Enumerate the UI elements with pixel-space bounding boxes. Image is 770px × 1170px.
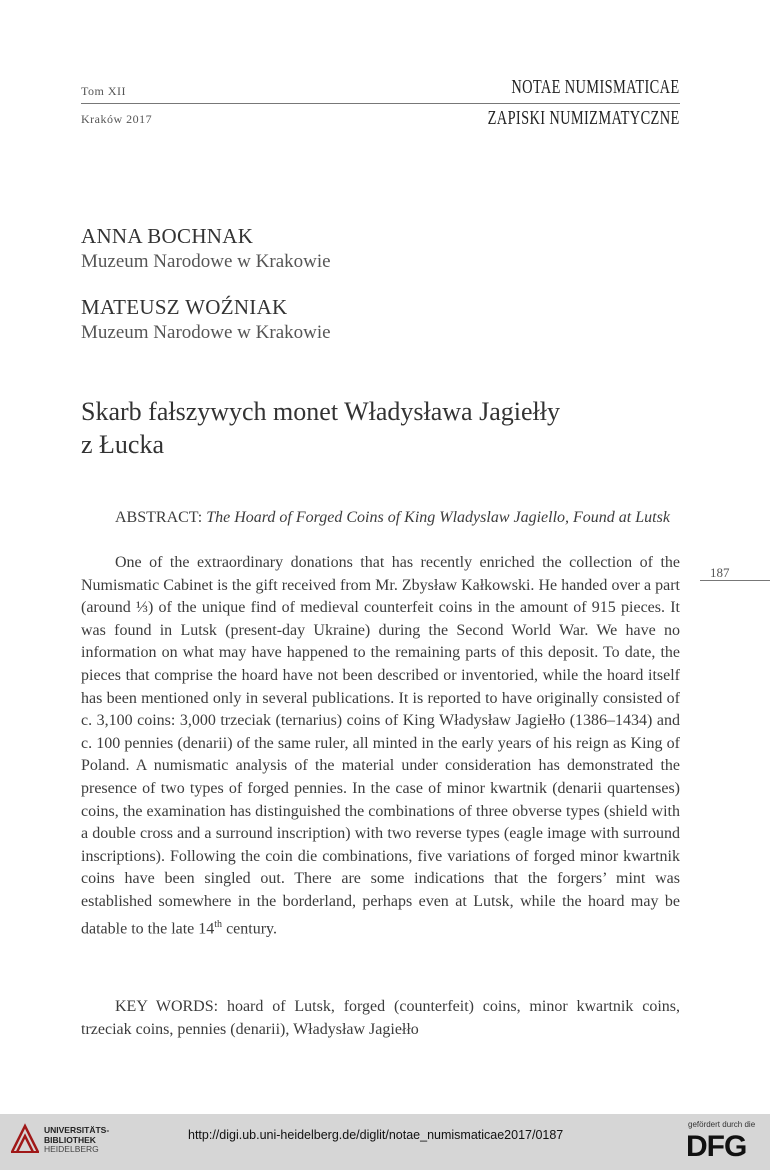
author-affiliation: Muzeum Narodowe w Krakowie — [81, 251, 331, 272]
library-name-line2: BIBLIOTHEK — [44, 1134, 96, 1145]
place-year-label: Kraków 2017 — [81, 112, 153, 126]
article-title — [81, 395, 681, 461]
journal-title-latin: NOTAE NUMISMATICAE — [511, 76, 680, 98]
volume-label: Tom XII — [81, 84, 126, 98]
keywords-list: hoard of Lutsk, forged (counterfeit) coins, minor kwartnik coins, trzeciak coins, pennies (denarii), Władysław Jagiełło — [81, 998, 681, 1038]
dfg-logo: DFG — [686, 1130, 747, 1163]
funder-note: gefördert durch die — [688, 1120, 756, 1129]
author-name: MATEUSZ WOŹNIAK — [81, 295, 288, 319]
abstract-body-superscript: th — [214, 918, 223, 930]
library-name-line3: HEIDELBERG — [44, 1144, 99, 1154]
author-affiliation: Muzeum Narodowe w Krakowie — [81, 322, 331, 343]
source-url-link[interactable]: http://digi.ub.uni-heidelberg.de/diglit/notae_numismaticae2017/0187 — [188, 1128, 564, 1142]
keywords-paragraph — [81, 996, 680, 1041]
article-title-line1: Skarb fałszywych monet Władysława Jagiełły — [81, 397, 560, 426]
abstract-label: ABSTRACT: — [115, 509, 203, 526]
abstract-body-text: One of the extraordinary donations that has recently enriched the collection of the Numismatic Cabinet is the gift received from Mr. Zbysław Kałkowski. He handed over a part (around ⅓) of the unique find of medieval counterfeit coins in the amount of 915 pieces. It was found in Lutsk (present-day Ukraine) during the Second World War. We have no information on what may have happened to the remaining parts of this deposit. To date, the pieces that comprise the hoard have not been described or inventoried, while the hoard itself has been mentioned only in several publications. It is reported to have originally consisted of c. 3,100 coins: 3,000 trzeciak (ternarius) coins of King Władysław Jagiełło (1386–1434) and c. 100 pennies (denarii) of the same ruler, all minted in the early years of his reign as King of Poland. A numismatic analysis of the material under consideration has demonstrated the presence of two types of forged pennies. In the case of minor kwartnik (denarii quartenses) coins, the examination has distinguished the combinations of three obverse types (shield with a double cross and a surround inscription) with two reverse types (eagle image with surround inscriptions). Following the coin die combinations, five variations of forged minor kwartnik coins have been singled out. There are some indications that the forgers’ mint was established somewhere in the borderland, perhaps even at Lutsk, while the hoard may be datable to the late 14 — [81, 554, 680, 937]
article-title-line2: z Łucka — [81, 430, 165, 459]
library-logo-icon — [8, 1122, 42, 1156]
header-rule — [81, 103, 680, 104]
footer-bar — [0, 1114, 770, 1170]
abstract-heading — [81, 507, 680, 530]
abstract-english-title: The Hoard of Forged Coins of King Wladyslaw Jagiello, Found at Lutsk — [206, 509, 670, 526]
page-number-rule — [700, 580, 770, 581]
keywords-label: KEY WORDS: — [115, 998, 219, 1015]
abstract-body-end: century. — [222, 919, 277, 937]
page-number: 187 — [710, 565, 730, 580]
abstract-body — [81, 552, 680, 940]
journal-title-polish: ZAPISKI NUMIZMATYCZNE — [488, 107, 680, 129]
library-name-line1: UNIVERSITÄTS- — [44, 1125, 110, 1135]
author-name: ANNA BOCHNAK — [81, 224, 254, 248]
library-name — [44, 1126, 109, 1155]
